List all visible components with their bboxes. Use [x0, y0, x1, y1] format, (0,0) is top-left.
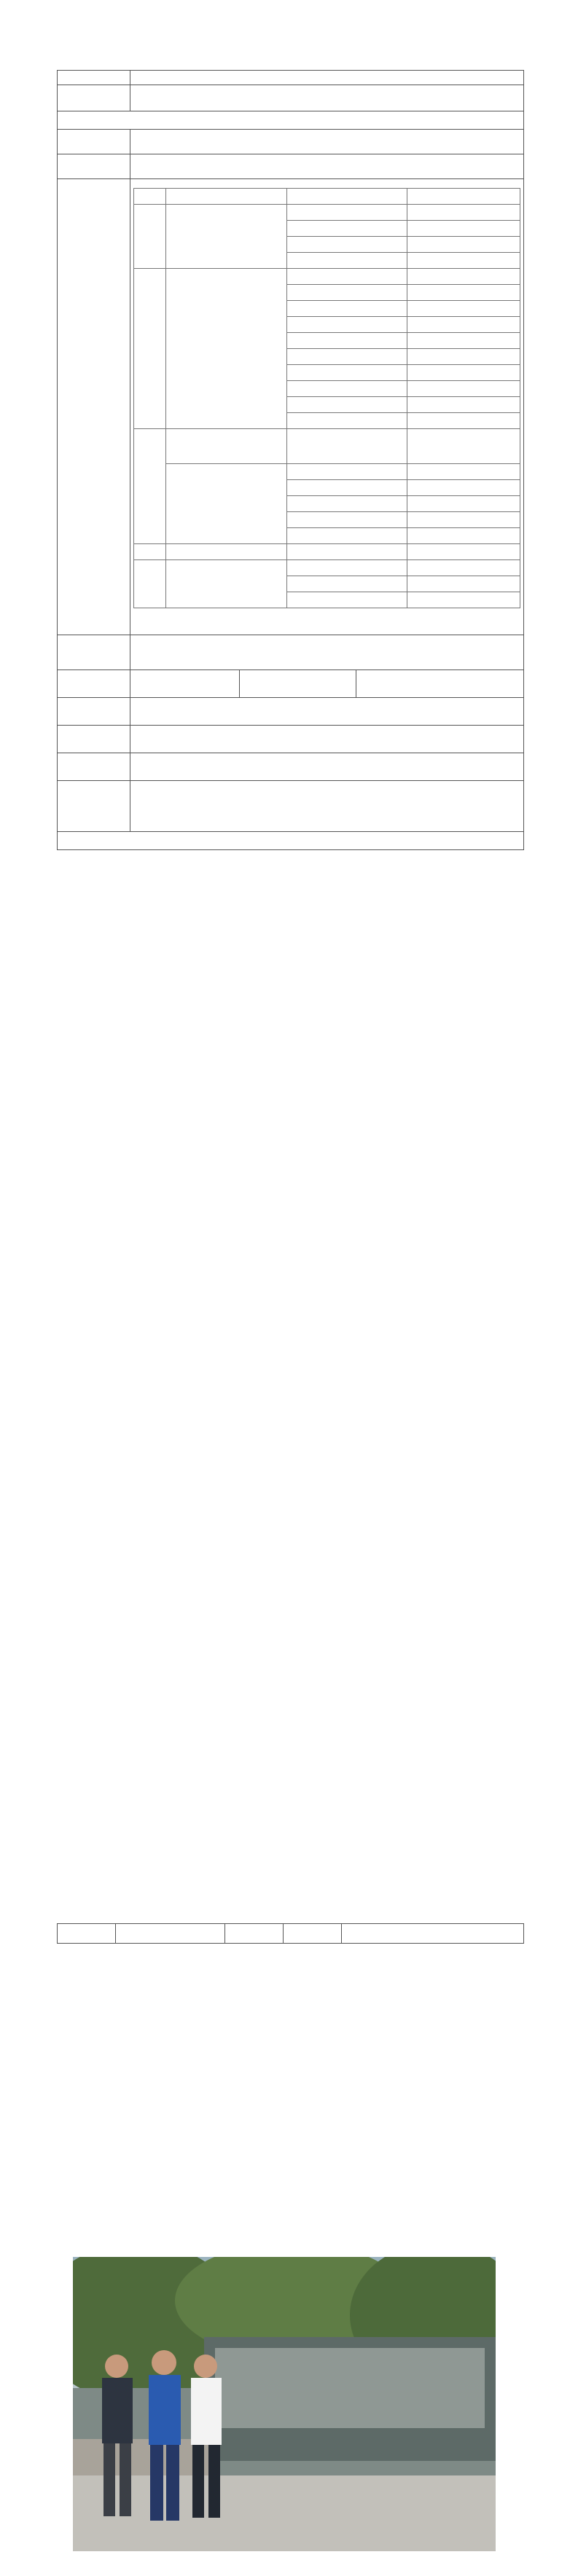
personnel-header-major — [284, 1924, 342, 1944]
project-name-label — [58, 130, 130, 154]
prod-sub-name — [166, 429, 287, 464]
cert-label — [58, 85, 130, 111]
prod-sub-name — [166, 464, 287, 544]
conclusion-label — [58, 781, 130, 832]
personnel-header-work — [342, 1924, 524, 1944]
prod-row-amount — [407, 544, 520, 560]
start-time-label — [58, 670, 130, 698]
prod-row-product — [286, 528, 407, 544]
prod-row-no — [134, 205, 166, 269]
prod-row-product — [286, 205, 407, 221]
prod-row-amount — [407, 480, 520, 496]
prod-row-amount — [407, 528, 520, 544]
main-task-label — [58, 635, 130, 670]
prod-row-product — [286, 253, 407, 269]
prod-row-amount — [407, 464, 520, 480]
fix-status-label — [58, 753, 130, 781]
location-label — [58, 154, 130, 179]
main-task-value — [130, 635, 524, 670]
prod-row-no — [134, 429, 166, 544]
prod-row-product — [286, 544, 407, 560]
prod-row-name — [166, 560, 287, 608]
prod-row-no — [134, 269, 166, 429]
project-name-value — [130, 130, 524, 154]
prod-header-amount — [407, 189, 520, 205]
prod-row-amount — [407, 333, 520, 349]
issues-label — [58, 726, 130, 753]
prod-row-product — [286, 592, 407, 608]
prod-row-product — [286, 237, 407, 253]
prod-row-amount — [407, 365, 520, 381]
prod-row-product — [286, 560, 407, 576]
production-table — [133, 188, 520, 608]
prod-row-product — [286, 301, 407, 317]
prod-row-amount — [407, 512, 520, 528]
prod-row-amount — [407, 397, 520, 413]
prod-row-product — [286, 349, 407, 365]
prod-header-no — [134, 189, 166, 205]
site-photo — [73, 2257, 496, 2551]
personnel-header-cert — [116, 1924, 225, 1944]
intro-paragraph-7 — [133, 630, 520, 633]
org-name-value — [130, 71, 524, 85]
prod-row-name — [166, 544, 287, 560]
fix-status-value — [130, 753, 524, 781]
prod-row-amount — [407, 592, 520, 608]
site-staff-label — [58, 698, 130, 726]
prod-row-amount — [407, 429, 520, 464]
cert-value — [130, 85, 524, 111]
prod-row-product — [286, 381, 407, 397]
prod-row-amount — [407, 237, 520, 253]
prod-row-amount — [407, 381, 520, 397]
intro-paragraph-2 — [133, 184, 520, 186]
prod-row-amount — [407, 413, 520, 429]
prod-row-amount — [407, 205, 520, 221]
conclusion-value — [130, 781, 524, 832]
project-section-title — [58, 111, 524, 130]
prod-row-amount — [407, 576, 520, 592]
prod-row-amount — [407, 221, 520, 237]
start-time-value — [130, 670, 240, 698]
prod-row-no — [134, 560, 166, 608]
prod-header-name — [166, 189, 287, 205]
personnel-header-level — [225, 1924, 284, 1944]
prod-row-amount — [407, 496, 520, 512]
prod-row-amount — [407, 560, 520, 576]
intro-cell — [130, 179, 524, 635]
location-value — [130, 154, 524, 179]
prod-row-product — [286, 576, 407, 592]
prod-row-name — [166, 205, 287, 269]
intro-label — [58, 179, 130, 635]
prod-row-product — [286, 480, 407, 496]
personnel-table — [57, 1923, 524, 1944]
prod-row-amount — [407, 285, 520, 301]
main-table — [57, 70, 524, 850]
prod-row-product — [286, 317, 407, 333]
prod-row-product — [286, 464, 407, 480]
personnel-section-title — [58, 832, 524, 850]
prod-row-no — [134, 544, 166, 560]
personnel-header-name — [58, 1924, 116, 1944]
prod-row-product — [286, 496, 407, 512]
prod-row-product — [286, 221, 407, 237]
page-break-spacer — [133, 614, 520, 624]
prod-row-product — [286, 413, 407, 429]
prod-row-amount — [407, 301, 520, 317]
org-name-label — [58, 71, 130, 85]
prod-row-product — [286, 512, 407, 528]
report-time-value — [356, 670, 524, 698]
prod-header-product — [286, 189, 407, 205]
report-time-label — [240, 670, 356, 698]
prod-row-amount — [407, 269, 520, 285]
prod-row-product — [286, 285, 407, 301]
prod-row-amount — [407, 349, 520, 365]
prod-row-product — [286, 333, 407, 349]
site-photo-illustration — [73, 2257, 496, 2551]
site-staff-value — [130, 698, 524, 726]
prod-row-product — [286, 365, 407, 381]
prod-row-product — [286, 429, 407, 464]
prod-row-product — [286, 397, 407, 413]
prod-row-product — [286, 269, 407, 285]
prod-row-name — [166, 269, 287, 429]
prod-row-amount — [407, 253, 520, 269]
prod-row-amount — [407, 317, 520, 333]
issues-value — [130, 726, 524, 753]
